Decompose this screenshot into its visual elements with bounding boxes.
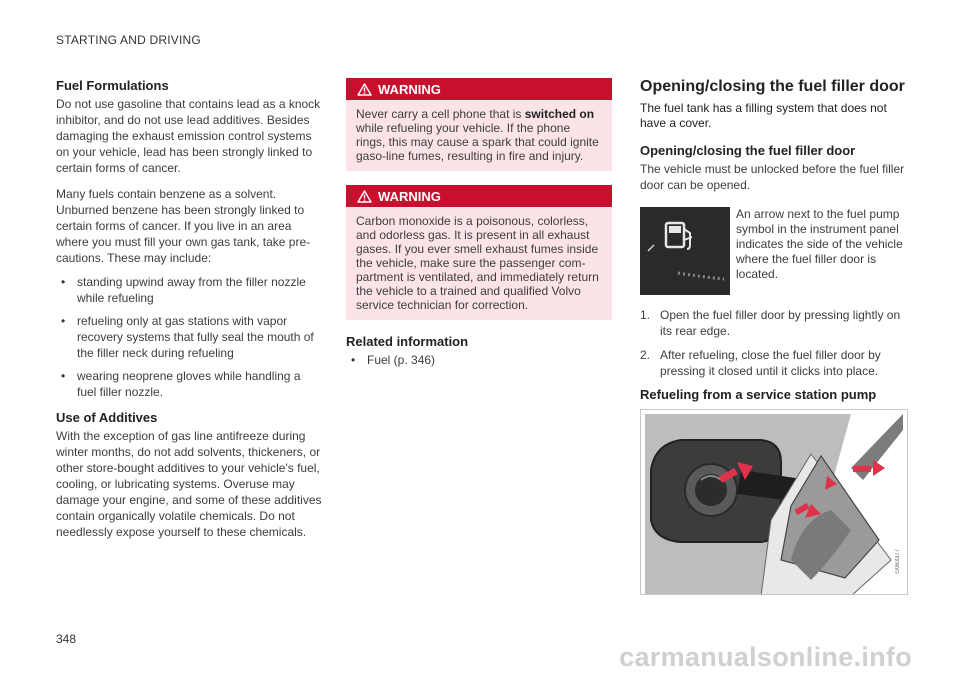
additives-para: With the exception of gas line antifreeze during winter months, do not add solvents, thickeners, or other store-bought additives to your vehicle's fuel, cooling, or lubricating systems. Overuse may damage your engine, and some of these additives contain organically volatile chemicals. Do not needlessly expose yourself to these chemicals.: [56, 429, 322, 539]
warning-header: [346, 185, 612, 207]
page-number: 348: [56, 632, 77, 646]
precautions-list: [56, 274, 322, 400]
section-title: Opening/closing the fuel filler door: [640, 78, 905, 95]
warning-triangle-icon: [357, 83, 372, 96]
step-number: 1.: [640, 308, 651, 322]
step-text: After refueling, close the fuel filler door by pressing it closed until it clicks into place.: [660, 348, 881, 378]
section-header: STARTING AND DRIVING: [56, 33, 201, 47]
fuel-pump-indicator-image: [640, 207, 730, 295]
related-info-list: [346, 352, 612, 368]
step-number: 2.: [640, 348, 651, 362]
column-left: [56, 78, 322, 540]
figure-code: G063377: [895, 549, 901, 574]
column-middle: [346, 78, 612, 375]
warning-triangle-icon: [357, 190, 372, 203]
section-intro: The fuel tank has a filling system that does not have a cover.: [640, 101, 887, 130]
related-link-fuel[interactable]: • Fuel (p. 346): [346, 352, 612, 368]
warning-title: WARNING: [378, 81, 441, 97]
list-item: • standing upwind away from the filler nozzle while refueling: [56, 274, 322, 306]
warning-text: Carbon monoxide is a poisonous, colorless, and odorless gas. It is present in all exhaust gases. If you ever smell exhaust fumes inside the vehicle, make sure the passenger com-partment is ventilated, and immediately return the vehicle to a trained and qualified Volvo service technician for correction.: [356, 214, 599, 312]
sub-heading: Opening/closing the fuel filler door: [640, 143, 856, 158]
warning-header: [346, 78, 612, 100]
fuel-formulations-para2: Many fuels contain benzene as a solvent. Unburned benzene has been strongly linked to certain forms of cancer. If you live in an area where you must fill your own gas tank, take pre-cautions. These may include:: [56, 187, 311, 265]
warning-text-part: Never carry a cell phone that is: [356, 107, 525, 121]
fuel-formulations-para1: Do not use gasoline that contains lead as a knock inhibitor, and do not use lead additives. Besides damaging the exhaust emission control systems on your vehicle, lead has been strongly linked to certain forms of cancer.: [56, 97, 321, 175]
related-info-heading: Related information: [346, 334, 469, 349]
fuel-formulations-heading: Fuel Formulations: [56, 78, 169, 93]
step-text: Open the fuel filler door by pressing lightly on its rear edge.: [660, 308, 901, 338]
site-watermark: carmanualsonline.info: [619, 642, 912, 672]
step-item: [640, 347, 908, 379]
warning-text: [346, 100, 612, 171]
refuel-heading: Refueling from a service station pump: [640, 387, 877, 402]
warning-text-part: while refueling your vehicle. If the phone rings, this may cause a spark that could ignite gaso-line fumes, resulting in fire and injury.: [356, 121, 599, 163]
fuel-pump-indicator-row: [640, 207, 908, 295]
fuel-pump-icon: [640, 207, 730, 295]
sub-para: The vehicle must be unlocked before the fuel filler door can be opened.: [640, 162, 905, 192]
additives-heading: Use of Additives: [56, 410, 158, 425]
warning-text-emphasis: switched on: [524, 107, 595, 121]
warning-box-carbon-monoxide: [346, 185, 612, 320]
refueling-illustration: [640, 409, 908, 595]
column-right: [640, 78, 908, 595]
warning-title: WARNING: [378, 188, 441, 204]
warning-box-cell-phone: [346, 78, 612, 171]
fuel-filler-illustration: [641, 410, 908, 595]
list-item: • wearing neoprene gloves while handling a fuel filler nozzle.: [56, 368, 322, 400]
steps-list: [640, 307, 908, 379]
list-item: • refueling only at gas stations with vapor recovery systems that fully seal the mouth of the filler neck during refueling: [56, 313, 322, 361]
step-item: [640, 307, 908, 339]
fuel-pump-indicator-text: An arrow next to the fuel pump symbol in the instrument panel indicates the side of the vehicle where the fuel filler door is located.: [736, 207, 903, 281]
